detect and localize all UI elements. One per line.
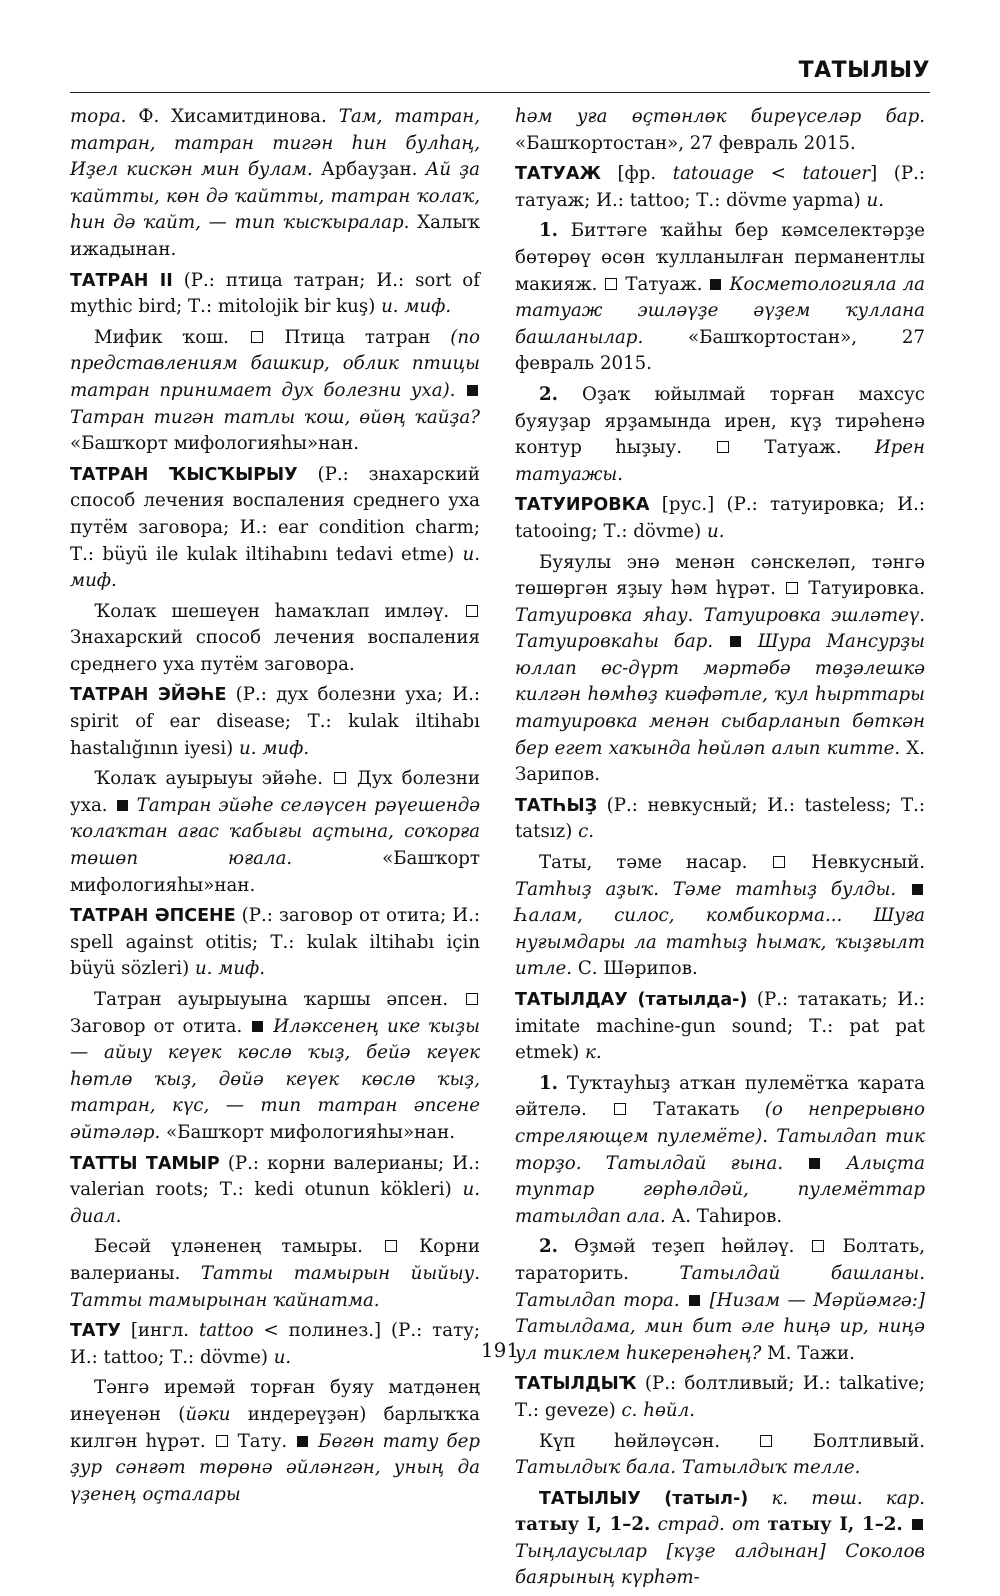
dictionary-paragraph <box>515 161 925 214</box>
entry-text: Татылдай башланы. Татылдап тора. <box>515 1262 925 1311</box>
entry-text: (Р.: заговор от отита; И.: spell against otitis; Т.: kulak iltihabı için büyü sözleri) <box>70 905 480 980</box>
open-square-icon <box>812 1240 824 1252</box>
entry-text: и. миф. <box>381 296 452 318</box>
entry-text: «Башҡортостан», 27 февраль 2015. <box>515 132 856 154</box>
entry-text: Знахарский способ лечения воспаления среднего уха путём заговора. <box>70 627 480 675</box>
filled-square-icon <box>730 636 741 647</box>
entry-text: Иләксенең ике ҡыҙы — айыу кеүек көслө ҡыҙ, бейә кеүек һөтлө ҡыҙ, дөйә кеүек көслө ҡыҙ, татран, күс, — тип татран әпсене әйтәләр. <box>70 1015 480 1143</box>
entry-text <box>650 1514 657 1535</box>
headword: ТАТРАН ЭЙӘҺЕ <box>70 685 227 706</box>
entry-text: Биттәге ҡайһы бер кәмселектәрҙе бөтөрөү өсөн ҡулланылған перманентлы макияж. <box>515 220 925 295</box>
entry-text: Шура Мансурҙы юллап өс-дүрт мәртәбә төҙәлешкә килгән һөмһөҙ киәфәтле, ҡул һырттары татуировка менән сыбарланып бөткән бер егет хаҡында һөйләп алып китте. <box>515 631 925 759</box>
entry-text: (Р.: корни валерианы; И.: valerian roots; Т.: kedi otunun kökleri) <box>70 1152 480 1201</box>
entry-text: и. миф. <box>70 543 480 592</box>
entry-text <box>743 631 758 652</box>
entry-text: (Р.: знахарский способ лечения воспаления среднего уха путём заговора; И.: ear condition charm; Т.: büyü ile kulak iltihabını tedavi etme) <box>70 463 480 565</box>
filled-square-icon <box>912 1519 923 1530</box>
headword: ТАТЫЛДЫҠ <box>515 1374 637 1395</box>
filled-square-icon <box>467 385 478 396</box>
entry-text <box>310 1431 318 1452</box>
entry-text <box>903 1514 910 1535</box>
entry-text: и. диал. <box>70 1179 480 1227</box>
entry-text: Ай ҙа ҡайтты, көн дә ҡайтты, татран ҡолаҡ, һин дә ҡайт, — тип ҡысҡыралар. <box>70 159 480 234</box>
entry-text: Тыңлаусылар [күҙе алдынан] Соколов баярының күрһәт- <box>515 1540 925 1589</box>
dictionary-paragraph <box>515 550 925 789</box>
open-square-icon <box>385 1240 397 1252</box>
entry-text: йәки <box>185 1403 231 1425</box>
dictionary-paragraph <box>70 268 480 321</box>
entry-text: Бесәй үләненең тамыры. <box>94 1236 383 1258</box>
open-square-icon <box>251 331 263 343</box>
dictionary-paragraph <box>70 1375 480 1508</box>
entry-text: Татакать <box>628 1099 765 1121</box>
entry-text: Өҙмәй теҙеп һөйләү. <box>558 1236 811 1258</box>
dictionary-paragraph <box>70 1151 480 1231</box>
dictionary-paragraph <box>515 793 925 846</box>
headword: ТАТЫЛЫУ (татыл-) <box>539 1488 749 1509</box>
open-square-icon <box>786 582 798 594</box>
entry-text: Болтливый. <box>774 1430 926 1452</box>
entry-text <box>680 1290 687 1311</box>
entry-text: Невкусный. <box>787 852 925 874</box>
entry-text: (Р.: дух болезни уха; И.: spirit of ear disease; Т.: kulak iltihabı hastalığının iyesi) <box>70 684 480 759</box>
entry-text: (Р.: татакать; И.: imitate machine-gun sound; Т.: pat pat etmek) <box>515 989 925 1064</box>
entry-text: Буяулы энә менән сәнскеләп, тәнгә төшөргән яҙыу һәм һүрәт. <box>515 551 925 600</box>
open-square-icon <box>466 993 478 1005</box>
entry-text: Татуировка яһау. Татуировка эшләтеү. Татуировкаһы бар. <box>515 604 925 653</box>
dictionary-paragraph <box>515 218 925 378</box>
entry-text: М. Тажи. <box>761 1342 855 1364</box>
dictionary-paragraph <box>515 492 925 545</box>
open-square-icon <box>605 278 617 290</box>
entry-text: Оҙаҡ юйылмай торған махсус буяуҙар ярҙамында ирен, күҙ тирәһенә контур һыҙыу. <box>515 383 925 459</box>
entry-text: Туҡтауһыҙ атҡан пулемётҡа ҡарата әйтелә. <box>515 1072 925 1121</box>
entry-text <box>896 879 910 900</box>
entry-text: Күп һөйләүсән. <box>539 1430 759 1452</box>
entry-text: Алыҫта туптар гөрһөлдәй, пулемёттар татылдап ала. <box>515 1152 925 1227</box>
entry-text <box>760 1514 767 1535</box>
entry-text <box>822 1153 846 1174</box>
entry-text: к. төш. кар. <box>771 1487 925 1509</box>
entry-text: Татһыҙ аҙыҡ. Тәме татһыҙ булды. <box>515 878 897 900</box>
header-rule <box>70 92 930 93</box>
entry-text: < <box>754 163 803 185</box>
headword: ТАТТЫ ТАМЫР <box>70 1153 220 1174</box>
entry-text: и. <box>707 520 725 542</box>
entry-text: 1. <box>539 220 558 242</box>
entry-text: Корни валерианы. <box>70 1236 480 1284</box>
entry-text: и. миф. <box>239 737 310 759</box>
entry-text: [рус.] (Р.: татуировка; И.: tatooing; Т.: dövme) <box>515 494 925 542</box>
entry-text <box>783 1153 807 1174</box>
entry-text: «Башҡорт мифологияһы»нан. <box>70 433 359 455</box>
filled-square-icon <box>297 1436 308 1447</box>
open-square-icon <box>614 1103 626 1115</box>
entry-text: и. миф. <box>194 958 266 980</box>
entry-text: Таты, тәме насар. <box>539 852 772 874</box>
right-column <box>515 104 925 1596</box>
entry-text: (Р.: болтливый; И.: talkative; Т.: geveze) <box>515 1373 925 1421</box>
entry-text: Там, татран, татран, татран тигән һин булһаң, Иҙел кискән мин булам. <box>70 106 480 181</box>
entry-text: тора. <box>70 106 127 127</box>
page-number: 191 <box>480 1338 520 1362</box>
headword: ТАТРАН ҠЫСҠЫРЫУ <box>70 464 298 485</box>
entry-text: tatouer <box>802 163 871 185</box>
entry-text: Татуаж. <box>619 273 709 295</box>
entry-text: Мифик ҡош. <box>94 326 249 348</box>
entry-text: [Низам — Мәрйәмгә:] Татылдама, мин бит әле һиңә ир, ниңә ул тиклем һикеренәһең? <box>515 1289 925 1364</box>
entry-text: «Башҡортостан», 27 февраль 2015. <box>515 326 925 375</box>
filled-square-icon <box>710 279 721 290</box>
entry-text: Татуировка. <box>800 578 925 600</box>
entry-text: < полинез.] (Р.: тату; И.: tattoo; Т.: dövme) <box>70 1320 480 1368</box>
entry-text: Ҡолаҡ ауырыуы эйәһе. <box>94 768 333 790</box>
dictionary-paragraph <box>70 462 480 595</box>
dictionary-paragraph <box>515 104 925 157</box>
entry-text: Бөгөн тату бер ҙур сәнғәт төрөнә әйләнгән, уның да үҙенең оҫталары <box>70 1430 480 1505</box>
entry-text: [ингл. <box>120 1320 199 1342</box>
entry-text: ] (Р.: татуаж; И.: tattoo; Т.: dövme yapma) <box>515 163 925 211</box>
entry-text: tatouage <box>672 163 755 185</box>
entry-text: Арбауҙан. <box>312 159 426 181</box>
headword: ТАТРАН II <box>70 270 173 291</box>
dictionary-paragraph <box>515 1429 925 1482</box>
left-column <box>70 104 480 1512</box>
entry-text <box>702 1290 709 1311</box>
entry-text: А. Таһиров. <box>665 1205 783 1227</box>
entry-text: Ҡолаҡ шешеүен һамаҡлап имләү. <box>94 600 464 622</box>
entry-text: 2. <box>539 1236 558 1258</box>
entry-text: Тату. <box>229 1430 296 1452</box>
entry-text: Заговор от отита. <box>70 1015 251 1037</box>
entry-text: Болтать, тараторить. <box>515 1236 925 1284</box>
entry-text: Тәнгә иремәй торған буяу матдәнең инеүенән ( <box>70 1377 480 1425</box>
entry-text: (о непрерывно стреляющем пулемёте). Татылдап тик торҙо. Татылдай ғына. <box>515 1099 925 1174</box>
entry-text <box>713 631 728 652</box>
dictionary-paragraph <box>515 850 925 983</box>
filled-square-icon <box>252 1021 263 1032</box>
open-square-icon <box>216 1435 228 1447</box>
entry-text: Татуаж. <box>731 437 875 459</box>
entry-text: с. <box>578 821 595 843</box>
entry-text: һәм уға өҫтөнлөк биреүселәр бар. <box>515 106 925 127</box>
open-square-icon <box>466 605 478 617</box>
entry-text: и. <box>273 1346 292 1368</box>
entry-text: Дух болезни уха. <box>70 768 480 816</box>
entry-text: Татран эйәһе селәүсен рәүешендә ҡолаҡтан ағас ҡабығы аҫтына, соҡорға төшөп юғала. <box>70 794 480 870</box>
entry-text: к. <box>584 1042 602 1064</box>
entry-text: Татты тамырын йыйыу. Татты тамырынан ҡайнатма. <box>70 1262 480 1311</box>
open-square-icon <box>760 1435 772 1447</box>
dictionary-paragraph <box>515 987 925 1067</box>
entry-text: 2. <box>539 383 558 405</box>
headword: ТАТУ <box>70 1321 121 1342</box>
headword: ТАТРАН ӘПСЕНЕ <box>70 906 236 927</box>
entry-text: «Башҡорт мифологияһы»нан. <box>160 1121 456 1143</box>
dictionary-paragraph <box>70 599 480 679</box>
entry-text: Татран тигән татлы ҡош, өйөң ҡайҙа? <box>70 406 480 428</box>
dictionary-paragraph <box>70 325 480 458</box>
entry-text: и. <box>866 189 884 211</box>
entry-text: С. Шәрипов. <box>572 958 698 980</box>
entry-text: татыу I, 1–2. <box>515 1514 651 1536</box>
filled-square-icon <box>117 800 128 811</box>
headword: ТАТҺЫҘ <box>515 795 598 816</box>
dictionary-paragraph <box>70 766 480 899</box>
entry-text: татыу I, 1–2. <box>767 1514 903 1536</box>
open-square-icon <box>773 856 785 868</box>
entry-text: Һалам, силос, комбикорма... Шуға нуғымдары ла татһыҙ һымаҡ, ҡыҙғылт итле. <box>515 905 925 980</box>
entry-text: индереүҙән) барлыҡҡа килгән һүрәт. <box>70 1403 480 1452</box>
entry-text: Ф. Хисамитдинова. <box>126 106 339 127</box>
dictionary-paragraph <box>515 1071 925 1231</box>
headword: ТАТЫЛДАУ (татылда-) <box>515 990 748 1010</box>
headword: ТАТУИРОВКА <box>515 495 650 516</box>
filled-square-icon <box>809 1158 820 1169</box>
open-square-icon <box>334 772 346 784</box>
entry-text <box>130 795 137 816</box>
entry-text: Ирен татуажы. <box>515 437 925 485</box>
entry-text: «Башҡорт мифологияһы»нан. <box>70 848 480 896</box>
entry-text: Татылдыҡ бала. Татылдыҡ телле. <box>515 1457 861 1479</box>
filled-square-icon <box>689 1295 700 1306</box>
dictionary-paragraph <box>515 1486 925 1592</box>
entry-text: (Р.: птица татран; И.: sort of mythic bird; Т.: mitolojik bir kuş) <box>70 269 480 318</box>
entry-text: Халыҡ ижадынан. <box>70 212 481 260</box>
entry-text <box>748 1488 771 1509</box>
filled-square-icon <box>912 884 923 895</box>
entry-text: Х. Зарипов. <box>515 737 925 786</box>
dictionary-paragraph <box>70 682 480 762</box>
open-square-icon <box>717 441 729 453</box>
entry-text: tattoo <box>198 1320 254 1342</box>
dictionary-paragraph <box>515 1371 925 1424</box>
entry-text: Косметологияла ла татуаж эшләүҙе әүҙем ҡуллана башланылар. <box>515 273 925 348</box>
entry-text: (по представлениям башкир, облик птицы татран принимает дух болезни уха). <box>70 326 480 401</box>
dictionary-paragraph <box>515 382 925 488</box>
entry-text: с. һөйл. <box>621 1399 695 1421</box>
entry-text: страд. от <box>657 1514 761 1536</box>
running-head: ТАТЫЛЫУ <box>798 58 930 83</box>
entry-text <box>455 380 465 401</box>
dictionary-paragraph <box>70 903 480 983</box>
dictionary-paragraph <box>70 1234 480 1314</box>
entry-text: [фр. <box>600 163 673 185</box>
headword: ТАТУАЖ <box>515 164 601 185</box>
entry-text: 1. <box>539 1072 558 1094</box>
entry-text: Татран ауырыуына ҡаршы әпсен. <box>94 989 464 1010</box>
entry-text: Птица татран <box>264 326 451 348</box>
dictionary-paragraph <box>70 104 480 264</box>
entry-text: (Р.: невкусный; И.: tasteless; Т.: tatsız) <box>515 794 925 843</box>
dictionary-paragraph <box>70 987 480 1147</box>
